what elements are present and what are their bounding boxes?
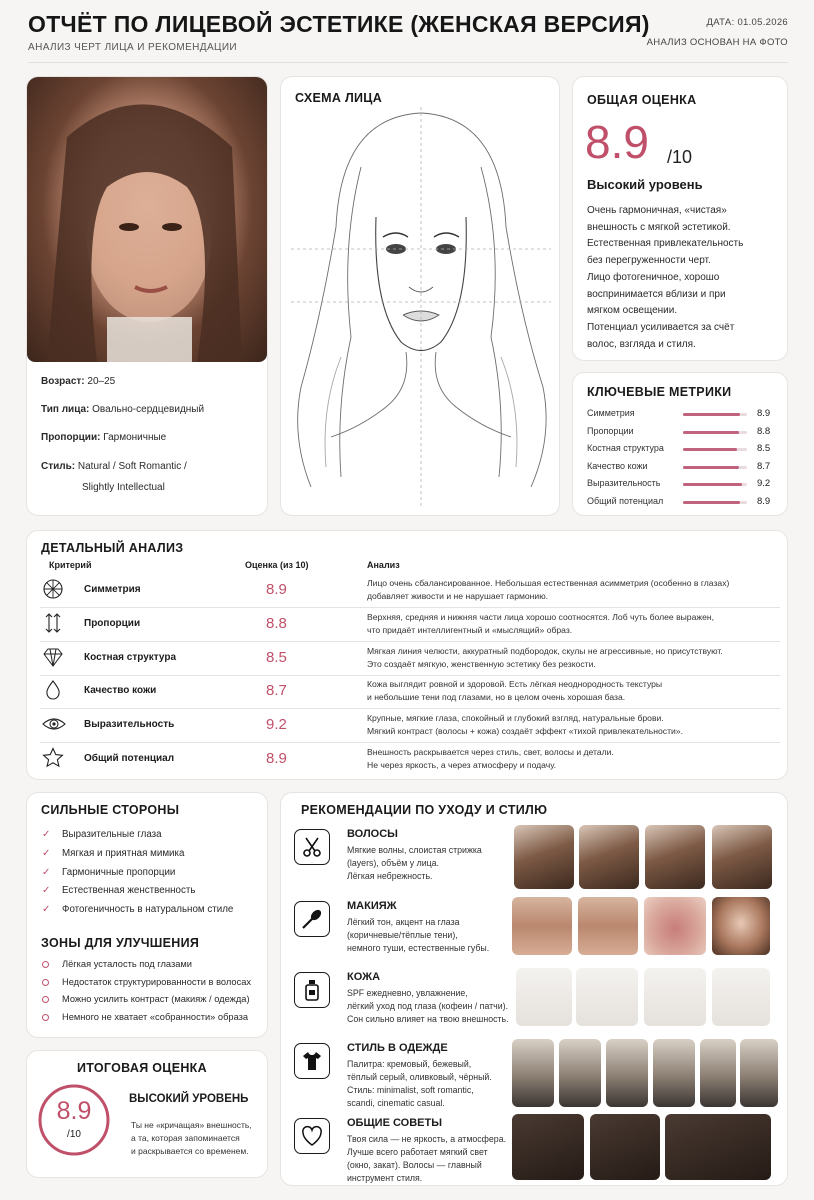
- metric-value: 9.2: [757, 478, 771, 489]
- age-value: 20–25: [87, 376, 116, 387]
- detail-analysis-line: Кожа выглядит ровной и здоровой. Есть лёгкая неоднородность текстуры: [367, 679, 663, 690]
- metric-bar-track: [683, 466, 747, 469]
- metric-value: 8.9: [757, 408, 771, 419]
- profile-age: [41, 374, 115, 391]
- example-photo: [512, 1039, 554, 1107]
- overall-level: Высокий уровень: [587, 177, 703, 192]
- metric-label: Общий потенциал: [587, 495, 664, 506]
- example-photo: [512, 897, 572, 955]
- profile-card: [26, 76, 268, 516]
- rec-line: (коричневые/тёплые тени),: [347, 930, 458, 940]
- drop-icon: [42, 679, 66, 703]
- example-photo: [516, 968, 572, 1026]
- metric-bar-track: [683, 483, 747, 486]
- metric-label: Пропорции: [587, 425, 634, 436]
- header-divider: [28, 62, 788, 63]
- improve-item: Недостаток структурированности в волосах: [62, 976, 252, 987]
- overall-card: [572, 76, 788, 361]
- heart-icon: [294, 1118, 330, 1154]
- rec-line: Стиль: minimalist, soft romantic,: [347, 1085, 474, 1095]
- detail-analysis-line: Верхняя, средняя и нижняя части лица хорошо соотносятся. Лоб чуть более выражен,: [367, 611, 715, 622]
- detail-row-divider: [40, 708, 780, 709]
- overall-title: ОБЩАЯ ОЦЕНКА: [587, 93, 697, 107]
- detail-analysis-line: Это создаёт мягкую, женственную эстетику без резкости.: [367, 658, 596, 669]
- example-photo: [590, 1114, 660, 1180]
- report-title: ОТЧЁТ ПО ЛИЦЕВОЙ ЭСТЕТИКЕ (ЖЕНСКАЯ ВЕРСИЯ): [28, 11, 650, 37]
- final-title: ИТОГОВАЯ ОЦЕНКА: [77, 1061, 207, 1075]
- detail-criterion: Костная структура: [84, 651, 177, 663]
- rec-line: (окно, закат). Волосы — главный: [347, 1160, 482, 1170]
- detail-analysis-line: Мягкая линия челюсти, аккуратный подбородок, скулы не агрессивные, но присутствуют.: [367, 645, 723, 656]
- example-photo: [644, 968, 706, 1026]
- detail-score: 8.8: [266, 614, 287, 632]
- metric-bar-track: [683, 448, 747, 451]
- overall-line: Очень гармоничная, «чистая»: [587, 205, 727, 216]
- detail-criterion: Общий потенциал: [84, 753, 175, 764]
- check-icon: ✓: [42, 829, 51, 840]
- example-photo: [740, 1039, 778, 1107]
- age-label: Возраст:: [41, 376, 85, 387]
- overall-line: Потенциал усиливается за счёт: [587, 321, 735, 333]
- profile-style: [41, 459, 187, 476]
- detail-score: 8.7: [266, 682, 287, 700]
- overall-description: [587, 203, 782, 353]
- example-photo: [559, 1039, 601, 1107]
- metric-bar-fill: [683, 431, 739, 434]
- metric-bar-fill: [683, 448, 737, 451]
- example-photo: [700, 1039, 736, 1107]
- rec-title: МАКИЯЖ: [347, 900, 397, 912]
- metric-label: Симметрия: [587, 408, 635, 418]
- metric-bar-fill: [683, 466, 739, 469]
- final-line: и раскрывается со временем.: [131, 1146, 249, 1156]
- example-photo: [645, 825, 705, 889]
- rec-line: тёплый серый, оливковый, чёрный.: [347, 1072, 492, 1082]
- circle-bullet-icon: [42, 961, 49, 968]
- overall-line: Лицо фотогеничное, хорошо: [587, 271, 720, 283]
- style-label: Стиль:: [41, 461, 76, 472]
- metric-bar-fill: [683, 483, 742, 486]
- overall-line: воспринимается вблизи и при: [587, 288, 726, 300]
- metric-value: 8.8: [757, 425, 771, 437]
- metric-value: 8.7: [757, 460, 771, 472]
- final-card: [26, 1050, 268, 1178]
- circle-bullet-icon: [42, 1014, 49, 1021]
- detail-criterion: Пропорции: [84, 617, 141, 629]
- symmetry-icon: [42, 578, 66, 602]
- rec-line: Лучше всего работает мягкий свет: [347, 1147, 488, 1157]
- metrics-title: КЛЮЧЕВЫЕ МЕТРИКИ: [587, 385, 732, 399]
- detail-analysis-line: Крупные, мягкие глаза, спокойный и глубокий взгляд, натуральные брови.: [367, 713, 664, 724]
- overall-line: внешность с мягкой эстетикой.: [587, 221, 731, 233]
- detail-criterion: Качество кожи: [84, 685, 157, 697]
- overall-out-of: /10: [667, 147, 693, 167]
- overall-line: волос, взгляда и стиля.: [587, 338, 696, 350]
- final-description: [131, 1119, 252, 1158]
- detail-score: 8.9: [266, 581, 287, 598]
- metric-label: Качество кожи: [587, 460, 648, 471]
- rec-line: Сон сильно влияет на твою внешность.: [347, 1014, 509, 1024]
- example-photo: [578, 897, 638, 955]
- report-subtitle: АНАЛИЗ ЧЕРТ ЛИЦА И РЕКОМЕНДАЦИИ: [28, 42, 238, 53]
- final-line: а та, которая запоминается: [131, 1133, 240, 1143]
- check-icon: ✓: [42, 847, 51, 859]
- detail-row-divider: [40, 742, 780, 743]
- detail-row-divider: [40, 641, 780, 642]
- example-photo: [576, 968, 638, 1026]
- metric-bar-track: [683, 413, 747, 416]
- col-score: Оценка (из 10): [245, 560, 309, 570]
- example-photo: [653, 1039, 695, 1107]
- overall-score: 8.9: [585, 116, 649, 168]
- detail-score: 8.9: [266, 750, 287, 767]
- overall-line: мягком освещении.: [587, 305, 678, 317]
- cosmetic-bottle-icon: [294, 972, 330, 1008]
- face-schema-card: [280, 76, 560, 516]
- rec-line: SPF ежедневно, увлажнение,: [347, 988, 468, 998]
- overall-line: без перегруженности черт.: [587, 255, 711, 267]
- rec-line: инструмент стиля.: [347, 1173, 423, 1183]
- proportion-arrows-icon: [42, 612, 66, 636]
- prop-label: Пропорции:: [41, 432, 101, 443]
- detail-analysis-line: и небольшие тени под глазами, но в целом очень хорошая база.: [367, 692, 626, 703]
- circle-bullet-icon: [42, 996, 49, 1003]
- report-date: ДАТА: 01.05.2026: [706, 17, 788, 28]
- strength-item: Выразительные глаза: [62, 829, 162, 840]
- detail-title: ДЕТАЛЬНЫЙ АНАЛИЗ: [41, 541, 184, 555]
- detail-criterion: Выразительность: [84, 719, 175, 731]
- final-out-of: /10: [67, 1129, 81, 1140]
- rec-line: Твоя сила — не яркость, а атмосфера.: [347, 1134, 507, 1144]
- final-level: ВЫСОКИЙ УРОВЕНЬ: [129, 1093, 249, 1105]
- example-photo: [712, 968, 770, 1026]
- example-photo: [579, 825, 639, 889]
- improve-item: Немного не хватает «собранности» образа: [62, 1011, 249, 1022]
- strength-item: Гармоничные пропорции: [62, 866, 176, 878]
- face-value: Овально-сердцевидный: [92, 404, 205, 415]
- strength-item: Мягкая и приятная мимика: [62, 847, 185, 859]
- style-value-1: Natural / Soft Romantic /: [77, 461, 187, 472]
- improve-item: Лёгкая усталость под глазами: [62, 959, 192, 969]
- rec-line: немного туши, естественные губы.: [347, 943, 490, 953]
- rec-line: Мягкие волны, слоистая стрижка: [347, 845, 482, 855]
- metric-bar-fill: [683, 501, 740, 504]
- user-photo: [27, 77, 267, 362]
- check-icon: ✓: [42, 904, 51, 916]
- star-icon: [42, 747, 66, 771]
- report-basis: АНАЛИЗ ОСНОВАН НА ФОТО: [646, 37, 788, 48]
- rec-line: (layers), объём у лица.: [347, 858, 439, 868]
- rec-title: СТИЛЬ В ОДЕЖДЕ: [347, 1042, 448, 1054]
- detail-analysis-line: Лицо очень сбалансированное. Небольшая естественная асимметрия (особенно в глазах): [367, 578, 730, 588]
- diamond-icon: [42, 646, 66, 670]
- schema-title: СХЕМА ЛИЦА: [295, 91, 383, 105]
- detail-score: 9.2: [266, 716, 287, 734]
- example-photo: [512, 1114, 584, 1180]
- detail-analysis-line: Не через яркость, а через атмосферу и подачу.: [367, 760, 557, 770]
- rec-title: ОБЩИЕ СОВЕТЫ: [347, 1117, 442, 1129]
- example-photo: [665, 1114, 771, 1180]
- metric-value: 8.5: [757, 443, 771, 454]
- rec-line: лёгкий уход под глаза (кофеин / патчи).: [347, 1001, 509, 1011]
- detail-row-divider: [40, 675, 780, 676]
- face-sketch-illustration: [281, 107, 561, 512]
- overall-line: Естественная привлекательность: [587, 238, 744, 250]
- check-icon: ✓: [42, 885, 51, 897]
- example-photo: [712, 897, 770, 955]
- profile-prop: [41, 430, 166, 447]
- rec-title: КОЖА: [347, 971, 381, 983]
- metric-label: Выразительность: [587, 478, 661, 488]
- detail-criterion: Симметрия: [84, 584, 141, 595]
- rec-line: Лёгкая небрежность.: [347, 871, 433, 881]
- example-photo: [644, 897, 706, 955]
- detail-analysis-line: что придаёт интеллигентный и «мыслящий» образ.: [367, 624, 573, 635]
- rec-line: Палитра: кремовый, бежевый,: [347, 1059, 472, 1069]
- profile-face: [41, 402, 204, 419]
- improve-item: Можно усилить контраст (макияж / одежда): [62, 994, 250, 1004]
- detail-analysis-line: Внешность раскрывается через стиль, свет, волосы и детали.: [367, 747, 614, 757]
- rec-line: Лёгкий тон, акцент на глаза: [347, 917, 460, 927]
- example-photo: [712, 825, 772, 889]
- face-label: Тип лица:: [41, 404, 90, 415]
- circle-bullet-icon: [42, 979, 49, 986]
- detail-analysis-line: Мягкий контраст (волосы + кожа) создаёт эффект «тихой привлекательности».: [367, 726, 683, 737]
- final-line: Ты не «кричащая» внешность,: [131, 1120, 252, 1130]
- metric-bar-track: [683, 431, 747, 434]
- prop-value: Гармоничные: [103, 432, 167, 443]
- col-criterion: Критерий: [49, 560, 92, 570]
- tshirt-icon: [294, 1043, 330, 1079]
- col-analysis: Анализ: [367, 560, 400, 570]
- rec-title: ВОЛОСЫ: [347, 828, 398, 840]
- strengths-title: СИЛЬНЫЕ СТОРОНЫ: [41, 803, 180, 817]
- detail-analysis-line: добавляет живости и не нарушает гармонию.: [367, 591, 549, 601]
- example-photo: [514, 825, 574, 889]
- metrics-card: [572, 372, 788, 516]
- makeup-brush-icon: [294, 901, 330, 937]
- recs-title: РЕКОМЕНДАЦИИ ПО УХОДУ И СТИЛЮ: [301, 803, 548, 817]
- detail-row-divider: [40, 607, 780, 608]
- strength-item: Естественная женственность: [62, 885, 196, 897]
- metric-bar-fill: [683, 413, 740, 416]
- strength-item: Фотогеничность в натуральном стиле: [62, 904, 234, 916]
- metric-bar-track: [683, 501, 747, 504]
- example-photo: [606, 1039, 648, 1107]
- eye-icon: [42, 713, 66, 737]
- check-icon: ✓: [42, 866, 51, 878]
- metric-value: 8.9: [757, 495, 771, 507]
- final-score: 8.9: [56, 1097, 92, 1125]
- rec-line: scandi, cinematic casual.: [347, 1098, 445, 1108]
- metric-label: Костная структура: [587, 443, 664, 453]
- detail-score: 8.5: [266, 648, 287, 666]
- improve-title: ЗОНЫ ДЛЯ УЛУЧШЕНИЯ: [41, 936, 200, 950]
- scissors-icon: [294, 829, 330, 865]
- style-value-2: Slightly Intellectual: [82, 482, 165, 493]
